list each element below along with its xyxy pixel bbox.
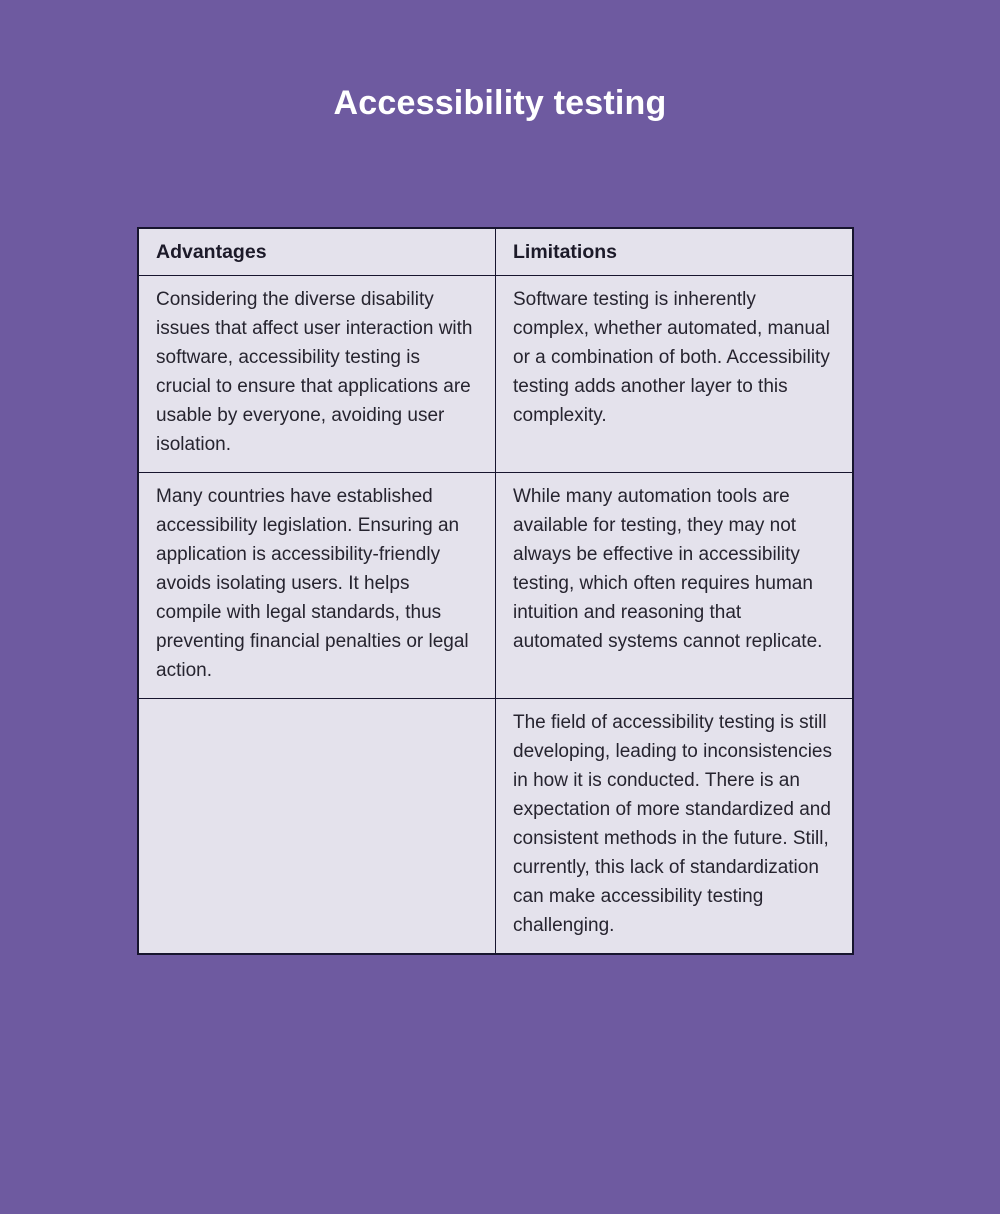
advantages-cell: Considering the diverse disability issues that affect user interaction with software, accessibility testing is crucial to ensure that applications are usable by everyone, avoiding user isolation. (138, 276, 496, 473)
column-header-limitations: Limitations (496, 228, 854, 276)
limitations-cell: The field of accessibility testing is still developing, leading to inconsistencies in how it is conducted. There is an expectation of more standardized and consistent methods in the future. Still, currently, this lack of standardization can make accessibility testing challenging. (496, 699, 854, 955)
limitations-cell: Software testing is inherently complex, whether automated, manual or a combination of both. Accessibility testing adds another layer to this complexity. (496, 276, 854, 473)
table-row (138, 699, 853, 955)
table-row (138, 276, 853, 473)
table-header-row (138, 228, 853, 276)
limitations-cell: While many automation tools are available for testing, they may not always be effective in accessibility testing, which often requires human intuition and reasoning that automated systems cannot replicate. (496, 473, 854, 699)
advantages-cell: Many countries have established accessibility legislation. Ensuring an application is accessibility-friendly avoids isolating users. It helps compile with legal standards, thus preventing financial penalties or legal action. (138, 473, 496, 699)
advantages-cell (138, 699, 496, 955)
table-row (138, 473, 853, 699)
comparison-table-container (137, 227, 854, 955)
page-title: Accessibility testing (333, 84, 667, 122)
column-header-advantages: Advantages (138, 228, 496, 276)
comparison-table (137, 227, 854, 955)
